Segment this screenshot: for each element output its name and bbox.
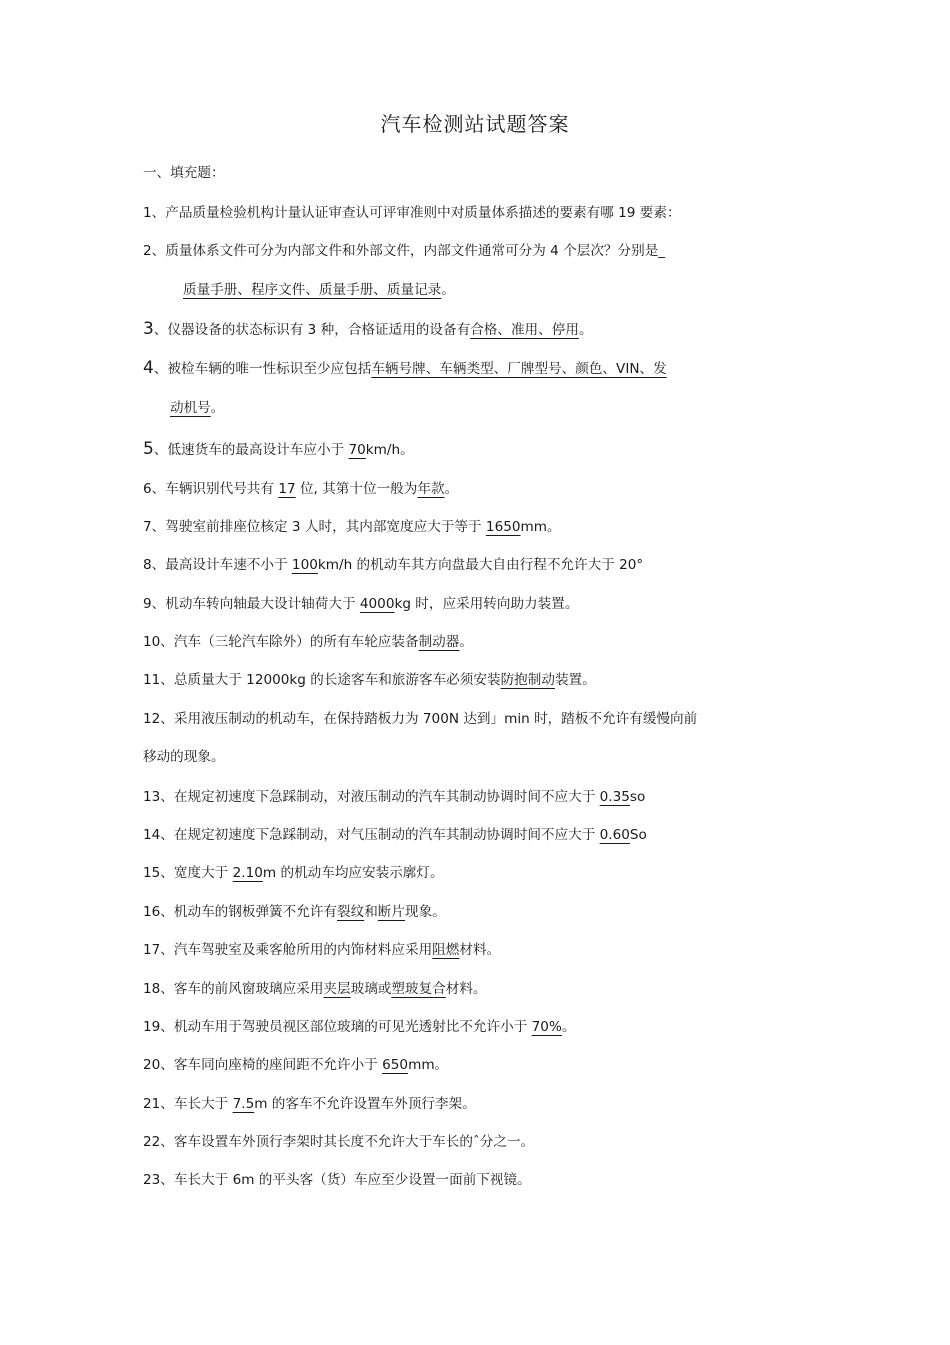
answer-blank: 断片: [377, 904, 405, 920]
question-text: 16、机动车的钢板弹簧不允许有: [143, 904, 338, 920]
question-number: 3: [143, 319, 154, 339]
question-1: 1、产品质量检验机构计量认证审查认可评审准则中对质量体系描述的要素有哪 19 要素：: [143, 205, 681, 221]
question-16: [143, 902, 446, 922]
question-text: 21、车长大于: [143, 1096, 233, 1112]
question-text: m 的机动车均应安装示廓灯。: [262, 865, 444, 881]
answer-blank: 塑玻复合: [391, 981, 446, 997]
question-text: mm。: [408, 1057, 449, 1073]
question-text: 现象。: [404, 904, 446, 920]
answer-blank: 合格、准用、停用: [470, 322, 579, 338]
answer-blank: 7.5: [232, 1096, 255, 1112]
answer-blank: 质量手册、程序文件、质量手册、质量记录: [183, 282, 442, 298]
question-12: 12、采用液压制动的机动车，在保持踏板力为 700N 达到」min 时，踏板不允许有缓慢向前: [143, 711, 698, 727]
question-text: 6、车辆识别代号共有: [143, 481, 279, 497]
question-21: [143, 1094, 476, 1114]
question-23: 23、车长大于 6m 的平头客（货）车应至少设置一面前下视镜。: [143, 1172, 531, 1188]
question-4: [143, 358, 667, 379]
question-number: 4: [143, 358, 154, 378]
question-text: 20、客车同向座椅的座间距不允许小于: [143, 1057, 383, 1073]
answer-blank: 17: [278, 481, 296, 497]
question-13: [143, 787, 645, 807]
question-text: 、被检车辆的唯一性标识至少应包括: [153, 361, 372, 377]
question-text: 材料。: [459, 942, 501, 958]
question-text: 。: [578, 322, 593, 338]
question-8: [143, 555, 643, 575]
answer-blank: 制动器: [418, 634, 460, 650]
question-text: 10、汽车（三轮汽车除外）的所有车轮应装备: [143, 634, 419, 650]
question-10: [143, 632, 473, 652]
question-text: 。: [441, 282, 455, 298]
question-text: 2、质量体系文件可分为内部文件和外部文件，内部文件通常可分为 4 个层次？分别是_: [143, 243, 666, 259]
answer-blank: 阻燃: [432, 942, 460, 958]
answer-blank: 年款: [417, 481, 445, 497]
question-3: [143, 319, 593, 340]
answer-blank: 70%: [531, 1019, 562, 1035]
question-text: 材料。: [445, 981, 487, 997]
question-text: 。: [444, 481, 459, 497]
question-text: 8、最高设计车速不小于: [143, 557, 292, 573]
question-text: 、仪器设备的状态标识有 3 种，合格证适用的设备有: [153, 322, 471, 338]
question-5: [143, 439, 414, 460]
question-7: [143, 517, 561, 537]
question-12-continued: 移动的现象。: [143, 749, 225, 765]
question-9: [143, 594, 578, 614]
question-text: 15、宽度大于: [143, 865, 233, 881]
question-text: 。: [459, 634, 473, 650]
question-text: 位, 其第十位一般为: [295, 481, 418, 497]
question-text: 9、机动车转向轴最大设计轴荷大于: [143, 596, 360, 612]
answer-blank: 70: [348, 442, 366, 458]
answer-blank: 1650: [485, 519, 521, 535]
question-text: 13、在规定初速度下急踩制动，对液压制动的汽车其制动协调时间不应大于: [143, 789, 600, 805]
question-text: 。: [561, 1019, 576, 1035]
page-title: 汽车检测站试题答案: [380, 112, 570, 136]
answer-blank: 2.10: [232, 865, 263, 881]
answer-blank: 防抱制动: [500, 672, 555, 688]
question-11: [143, 670, 596, 690]
question-text: 17、汽车驾驶室及乘客舱所用的内饰材料应采用: [143, 942, 433, 958]
question-text: 11、总质量大于 12000kg 的长途客车和旅游客车必须安装: [143, 672, 501, 688]
answer-blank: 0.60: [599, 827, 630, 843]
question-text: So: [629, 827, 647, 843]
question-text: 装置。: [554, 672, 596, 688]
question-text: 19、机动车用于驾驶员视区部位玻璃的可见光透射比不允许小于: [143, 1019, 532, 1035]
question-text: 和: [364, 904, 378, 920]
question-text: 14、在规定初速度下急踩制动，对气压制动的汽车其制动协调时间不应大于: [143, 827, 600, 843]
question-15: [143, 863, 444, 883]
question-text: 玻璃或: [350, 981, 392, 997]
question-2-answer-line: [183, 280, 455, 300]
question-text: km/h 的机动车其方向盘最大自由行程不允许大于 20°: [317, 557, 644, 573]
question-text: so: [629, 789, 646, 805]
question-text: 18、客车的前风窗玻璃应采用: [143, 981, 324, 997]
question-19: [143, 1017, 575, 1037]
question-text: kg 时，应采用转向助力装置。: [394, 596, 579, 612]
answer-blank: 650: [382, 1057, 409, 1073]
question-17: [143, 940, 500, 960]
answer-blank: 动机号: [170, 400, 211, 416]
question-14: [143, 825, 647, 845]
question-18: [143, 979, 487, 999]
answer-blank: 4000: [359, 596, 395, 612]
section-heading: 一、填充题：: [143, 165, 225, 181]
question-text: 7、驾驶室前排座位核定 3 人时，其内部宽度应大于等于: [143, 519, 486, 535]
answer-blank: 车辆号牌、车辆类型、厂牌型号、颜色、VIN、发: [371, 361, 667, 377]
answer-blank: 裂纹: [337, 904, 365, 920]
question-number: 5: [143, 439, 154, 459]
question-22: 22、客车设置车外顶行李架时其长度不允许大于车长的ˆ分之一。: [143, 1134, 535, 1150]
question-6: [143, 479, 458, 499]
question-4-continued: [170, 398, 224, 418]
answer-blank: 0.35: [599, 789, 630, 805]
question-20: [143, 1055, 448, 1075]
question-text: 、低速货车的最高设计车应小于: [153, 442, 349, 458]
question-text: km/h。: [365, 442, 414, 458]
answer-blank: 100: [291, 557, 318, 573]
question-text: 。: [210, 400, 225, 416]
answer-blank: 夹层: [323, 981, 351, 997]
question-2: [143, 241, 665, 261]
question-text: mm。: [520, 519, 561, 535]
question-text: m 的客车不允许设置车外顶行李架。: [254, 1096, 476, 1112]
